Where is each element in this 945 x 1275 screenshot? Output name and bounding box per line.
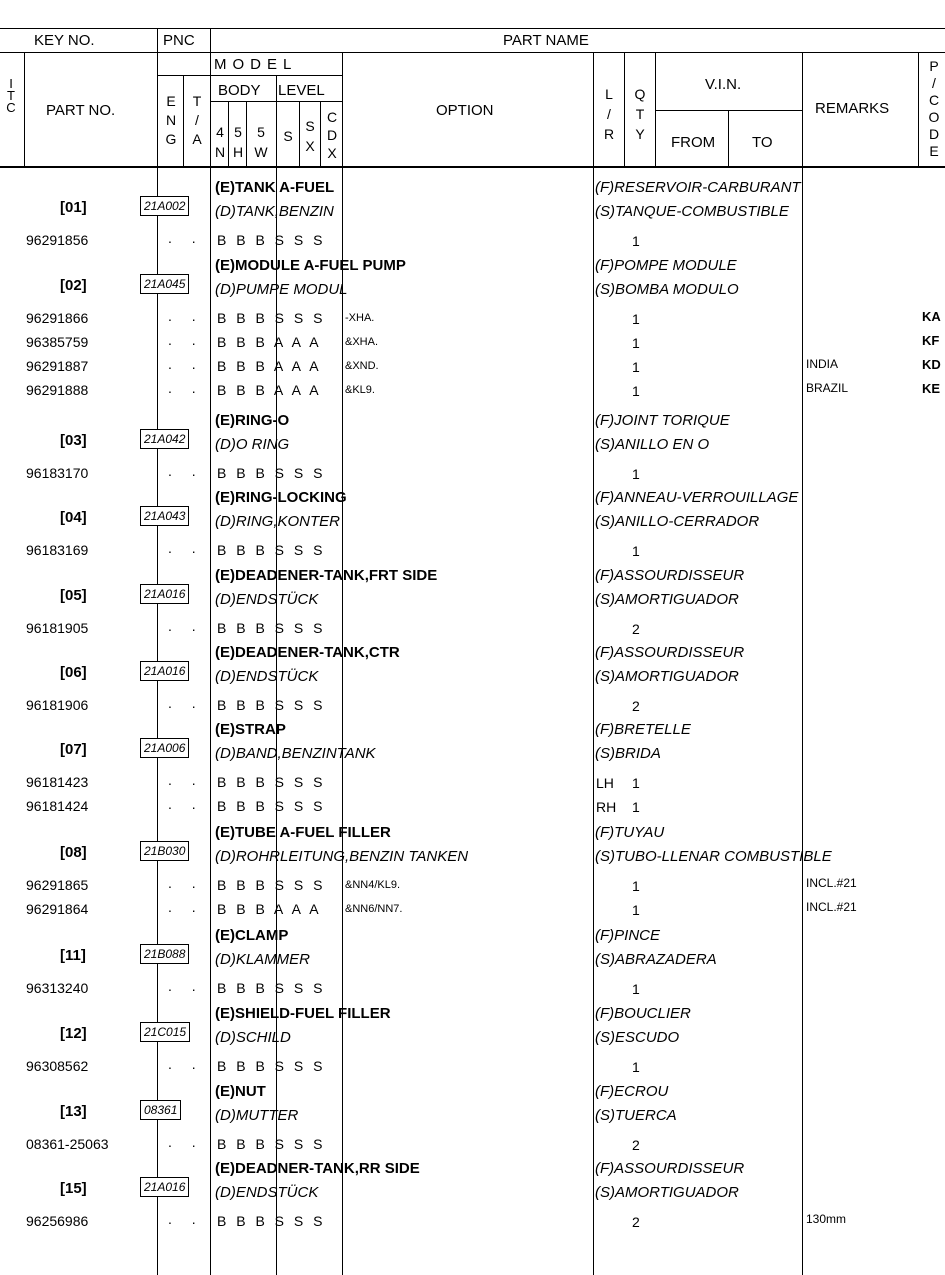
pnc-code-box: 08361 xyxy=(140,1100,181,1120)
quantity: 2 xyxy=(632,621,640,637)
part-name-spanish: (S)TANQUE-COMBUSTIBLE xyxy=(595,203,789,220)
option-code: &NN6/NN7. xyxy=(345,903,403,915)
part-name-german: (D)ENDSTÜCK xyxy=(215,591,319,608)
part-number: 96291865 xyxy=(26,877,89,893)
part-name-spanish: (S)ABRAZADERA xyxy=(595,951,717,968)
part-name-german: (D)KLAMMER xyxy=(215,951,311,968)
pcode-header: P / C O D E xyxy=(928,58,940,159)
model-left-divider xyxy=(210,28,211,1275)
option-divider xyxy=(342,52,343,1275)
part-name-german: (D)PUMPE MODUL xyxy=(215,281,348,298)
part-number: 96291856 xyxy=(26,232,89,248)
model-applicability-codes: B B B S S S xyxy=(217,697,326,713)
model-applicability-codes: B B B A A A xyxy=(217,382,322,398)
part-name-german: (D)ENDSTÜCK xyxy=(215,668,319,685)
quantity: 2 xyxy=(632,1214,640,1230)
level-col-cdx: C D X xyxy=(326,109,338,161)
pnc-code-box: 21A016 xyxy=(140,584,189,604)
model-applicability-codes: B B B S S S xyxy=(217,1136,326,1152)
part-name-spanish: (S)AMORTIGUADOR xyxy=(595,1184,739,1201)
model-applicability-codes: B B B S S S xyxy=(217,980,326,996)
option-code: -XHA. xyxy=(345,312,375,324)
part-name-english: (E)SHIELD-FUEL FILLER xyxy=(215,1005,391,1022)
eng-divider xyxy=(183,75,184,166)
quantity: 1 xyxy=(632,466,640,482)
option-header: OPTION xyxy=(436,102,494,119)
quantity: 1 xyxy=(632,311,640,327)
itc-header: I T C xyxy=(6,76,16,115)
model-applicability-codes: B B B A A A xyxy=(217,358,322,374)
part-number: 08361-25063 xyxy=(26,1136,109,1152)
pcode: KE xyxy=(922,381,941,396)
remarks: 130mm xyxy=(806,1212,847,1226)
part-name-french: (F)TUYAU xyxy=(595,824,665,841)
remarks: INCL.#21 xyxy=(806,900,857,914)
model-applicability-codes: B B B S S S xyxy=(217,465,326,481)
pcode: KA xyxy=(922,309,941,324)
option-code: &XND. xyxy=(345,360,379,372)
key-number: [07] xyxy=(60,741,87,758)
part-number: 96181906 xyxy=(26,697,89,713)
pnc-code-box: 21A043 xyxy=(140,506,189,526)
part-number: 96291887 xyxy=(26,358,89,374)
part-name-french: (F)JOINT TORIQUE xyxy=(595,412,730,429)
eng-ta-placeholder: . . xyxy=(168,230,204,246)
key-number: [11] xyxy=(60,947,86,964)
model-applicability-codes: B B B A A A xyxy=(217,901,322,917)
part-name-english: (E)NUT xyxy=(215,1083,266,1100)
part-name-german: (D)ENDSTÜCK xyxy=(215,1184,319,1201)
key-no-header: KEY NO. xyxy=(34,32,95,49)
part-name-german: (D)SCHILD xyxy=(215,1029,291,1046)
body-header: BODY xyxy=(218,82,261,99)
remarks: BRAZIL xyxy=(806,381,849,395)
part-name-french: (F)ASSOURDISSEUR xyxy=(595,1160,745,1177)
quantity: 1 xyxy=(632,902,640,918)
eng-ta-placeholder: . . xyxy=(168,772,204,788)
part-name-english: (E)DEADNER-TANK,RR SIDE xyxy=(215,1160,420,1177)
key-number: [12] xyxy=(60,1025,87,1042)
remarks-header: REMARKS xyxy=(815,100,890,117)
part-number: 96313240 xyxy=(26,980,89,996)
quantity: 1 xyxy=(632,359,640,375)
part-name-spanish: (S)AMORTIGUADOR xyxy=(595,591,739,608)
eng-ta-placeholder: . . xyxy=(168,380,204,396)
pnc-code-box: 21A016 xyxy=(140,661,189,681)
header-rule-2 xyxy=(0,52,945,53)
quantity: 2 xyxy=(632,1137,640,1153)
quantity: 1 xyxy=(632,335,640,351)
body-col-4n: 4 N xyxy=(214,124,226,160)
part-name-english: (E)MODULE A-FUEL PUMP xyxy=(215,257,406,274)
part-name-english: (E)TANK A-FUEL xyxy=(215,179,335,196)
body-col-divider-1 xyxy=(228,101,229,166)
part-number: 96291864 xyxy=(26,901,89,917)
level-header: LEVEL xyxy=(278,82,325,99)
model-applicability-codes: B B B S S S xyxy=(217,310,326,326)
part-name-english: (E)DEADENER-TANK,CTR xyxy=(215,644,400,661)
key-number: [05] xyxy=(60,587,87,604)
part-number: 96181905 xyxy=(26,620,89,636)
level-col-divider-2 xyxy=(320,101,321,166)
part-name-german: (D)TANK,BENZIN xyxy=(215,203,334,220)
model-rule xyxy=(157,75,342,76)
part-number: 96256986 xyxy=(26,1213,89,1229)
eng-ta-placeholder: . . xyxy=(168,463,204,479)
part-number: 96183170 xyxy=(26,465,89,481)
eng-header: E N G xyxy=(165,93,177,147)
itc-divider xyxy=(24,52,25,166)
eng-ta-placeholder: . . xyxy=(168,618,204,634)
model-applicability-codes: B B B S S S xyxy=(217,774,326,790)
part-number: 96181423 xyxy=(26,774,89,790)
part-name-spanish: (S)AMORTIGUADOR xyxy=(595,668,739,685)
quantity: 2 xyxy=(632,698,640,714)
part-name-english: (E)DEADENER-TANK,FRT SIDE xyxy=(215,567,438,584)
pnc-code-box: 21A045 xyxy=(140,274,189,294)
lr-indicator: RH xyxy=(596,799,617,815)
vin-from-header: FROM xyxy=(671,134,716,151)
pnc-code-box: 21B030 xyxy=(140,841,189,861)
model-header: MODEL xyxy=(214,56,298,73)
model-applicability-codes: B B B S S S xyxy=(217,542,326,558)
part-name-spanish: (S)TUERCA xyxy=(595,1107,677,1124)
part-name-english: (E)STRAP xyxy=(215,721,286,738)
option-code: &XHA. xyxy=(345,336,379,348)
body-col-5h: 5 H xyxy=(232,124,244,160)
eng-ta-placeholder: . . xyxy=(168,356,204,372)
eng-ta-placeholder: . . xyxy=(168,796,204,812)
part-number: 96291888 xyxy=(26,382,89,398)
part-name-german: (D)BAND,BENZINTANK xyxy=(215,745,376,762)
eng-ta-placeholder: . . xyxy=(168,899,204,915)
part-name-french: (F)ANNEAU-VERROUILLAGE xyxy=(595,489,799,506)
part-number: 96181424 xyxy=(26,798,89,814)
model-applicability-codes: B B B S S S xyxy=(217,798,326,814)
part-name-french: (F)ECROU xyxy=(595,1083,669,1100)
quantity: 1 xyxy=(632,233,640,249)
qty-header: Q T Y xyxy=(634,86,646,142)
part-name-french: (F)BOUCLIER xyxy=(595,1005,691,1022)
vin-to-header: TO xyxy=(752,134,773,151)
quantity: 1 xyxy=(632,1059,640,1075)
part-name-french: (F)POMPE MODULE xyxy=(595,257,737,274)
part-name-english: (E)RING-LOCKING xyxy=(215,489,347,506)
key-number: [08] xyxy=(60,844,87,861)
level-col-sx: S X xyxy=(305,118,315,154)
ta-header: T / A xyxy=(192,93,202,147)
pcode: KF xyxy=(922,333,940,348)
quantity: 1 xyxy=(632,878,640,894)
quantity: 1 xyxy=(632,775,640,791)
part-name-french: (F)PINCE xyxy=(595,927,660,944)
remarks-divider xyxy=(802,52,803,1275)
part-name-french: (F)RESERVOIR-CARBURANT xyxy=(595,179,801,196)
quantity: 1 xyxy=(632,799,640,815)
eng-ta-placeholder: . . xyxy=(168,1134,204,1150)
model-applicability-codes: B B B S S S xyxy=(217,620,326,636)
key-number: [15] xyxy=(60,1180,87,1197)
eng-ta-placeholder: . . xyxy=(168,332,204,348)
qty-divider xyxy=(624,52,625,166)
model-applicability-codes: B B B S S S xyxy=(217,232,326,248)
part-name-german: (D)MUTTER xyxy=(215,1107,299,1124)
part-name-header: PART NAME xyxy=(503,32,589,49)
model-applicability-codes: B B B S S S xyxy=(217,877,326,893)
pnc-code-box: 21C015 xyxy=(140,1022,190,1042)
body-col-5w: 5 W xyxy=(254,124,268,160)
pnc-code-box: 21B088 xyxy=(140,944,189,964)
lr-divider xyxy=(593,52,594,1275)
part-number: 96183169 xyxy=(26,542,89,558)
key-number: [02] xyxy=(60,277,87,294)
quantity: 1 xyxy=(632,543,640,559)
remarks: INCL.#21 xyxy=(806,876,857,890)
part-name-french: (F)ASSOURDISSEUR xyxy=(595,567,745,584)
eng-ta-placeholder: . . xyxy=(168,308,204,324)
part-name-spanish: (S)ANILLO-CERRADOR xyxy=(595,513,760,530)
part-name-german: (D)ROHRLEITUNG,BENZIN TANKEN xyxy=(215,848,469,865)
pcode: KD xyxy=(922,357,941,372)
vin-divider xyxy=(655,52,656,166)
part-number: 96291866 xyxy=(26,310,89,326)
pnc-code-box: 21A002 xyxy=(140,196,189,216)
lr-indicator: LH xyxy=(596,775,614,791)
eng-ta-placeholder: . . xyxy=(168,695,204,711)
quantity: 1 xyxy=(632,383,640,399)
part-name-english: (E)TUBE A-FUEL FILLER xyxy=(215,824,391,841)
pcode-divider xyxy=(918,52,919,166)
remarks: INDIA xyxy=(806,357,839,371)
header-top-rule xyxy=(0,28,945,29)
model-applicability-codes: B B B S S S xyxy=(217,1213,326,1229)
pnc-header: PNC xyxy=(163,32,195,49)
part-number: 96385759 xyxy=(26,334,89,350)
part-name-french: (F)BRETELLE xyxy=(595,721,691,738)
part-name-german: (D)O RING xyxy=(215,436,290,453)
part-name-english: (E)CLAMP xyxy=(215,927,289,944)
pnc-code-box: 21A042 xyxy=(140,429,189,449)
pnc-code-box: 21A016 xyxy=(140,1177,189,1197)
key-number: [01] xyxy=(60,199,87,216)
eng-ta-placeholder: . . xyxy=(168,978,204,994)
part-number: 96308562 xyxy=(26,1058,89,1074)
quantity: 1 xyxy=(632,981,640,997)
pnc-code-box: 21A006 xyxy=(140,738,189,758)
key-number: [13] xyxy=(60,1103,87,1120)
part-name-spanish: (S)TUBO-LLENAR COMBUSTIBLE xyxy=(595,848,832,865)
vin-header: V.I.N. xyxy=(705,76,742,93)
model-applicability-codes: B B B A A A xyxy=(217,334,322,350)
eng-ta-placeholder: . . xyxy=(168,875,204,891)
part-name-spanish: (S)ESCUDO xyxy=(595,1029,680,1046)
part-name-spanish: (S)ANILLO EN O xyxy=(595,436,710,453)
option-code: &NN4/KL9. xyxy=(345,879,401,891)
level-col-s: S xyxy=(283,128,293,144)
header-bottom-rule xyxy=(0,166,945,168)
eng-ta-placeholder: . . xyxy=(168,540,204,556)
part-name-german: (D)RING,KONTER xyxy=(215,513,340,530)
key-number: [06] xyxy=(60,664,87,681)
key-number: [03] xyxy=(60,432,87,449)
lr-header: L / R xyxy=(603,86,615,142)
model-applicability-codes: B B B S S S xyxy=(217,1058,326,1074)
part-name-spanish: (S)BOMBA MODULO xyxy=(595,281,739,298)
from-to-divider xyxy=(728,110,729,166)
option-code: &KL9. xyxy=(345,384,375,396)
part-no-header: PART NO. xyxy=(46,102,116,119)
key-number: [04] xyxy=(60,509,87,526)
part-name-french: (F)ASSOURDISSEUR xyxy=(595,644,745,661)
eng-ta-placeholder: . . xyxy=(168,1056,204,1072)
part-name-spanish: (S)BRIDA xyxy=(595,745,661,762)
part-name-english: (E)RING-O xyxy=(215,412,290,429)
eng-ta-placeholder: . . xyxy=(168,1211,204,1227)
